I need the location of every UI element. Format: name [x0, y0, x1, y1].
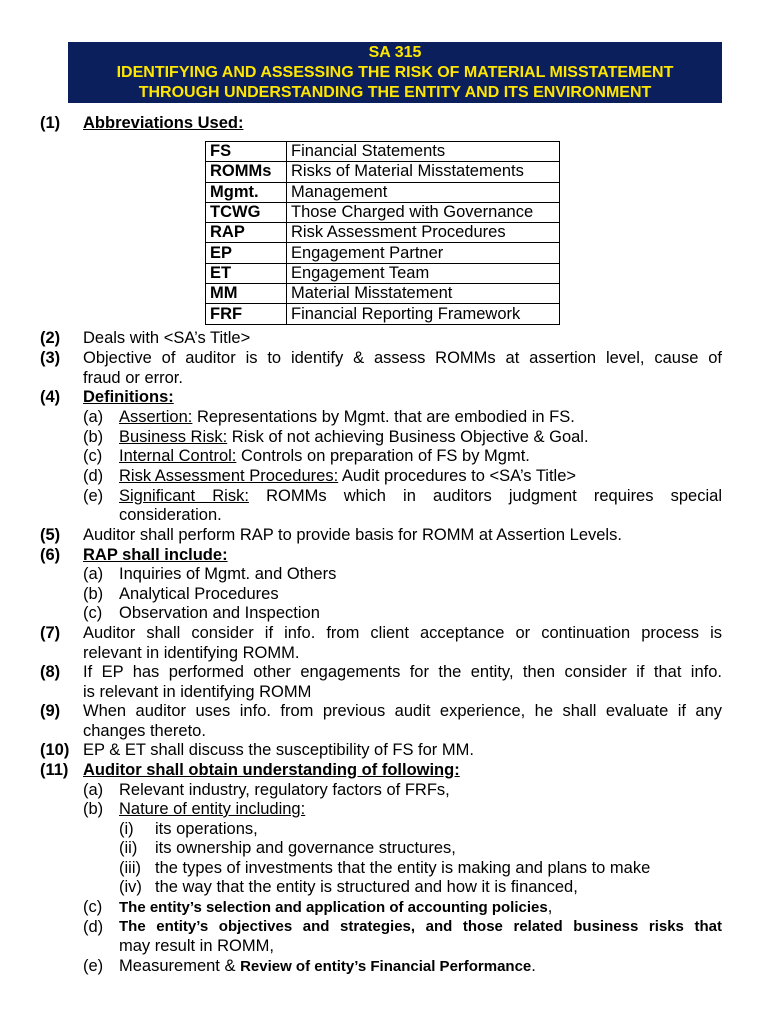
table-row: FS Financial Statements — [206, 142, 560, 162]
table-row: FRF Financial Reporting Framework — [206, 304, 560, 324]
list-item: (b) Nature of entity including: — [83, 800, 306, 818]
section-1-heading: (1) Abbreviations Used: — [40, 114, 244, 132]
list-item: (a) Inquiries of Mgmt. and Others — [83, 565, 337, 583]
definition-item-cont: consideration. — [119, 506, 222, 524]
sub-list-item: (iv) the way that the entity is structured and how it is financed, — [119, 878, 578, 896]
section-7-cont: relevant in identifying ROMM. — [83, 644, 300, 662]
title-line-2: THROUGH UNDERSTANDING THE ENTITY AND ITS ENVIRONMENT — [138, 84, 652, 101]
section-7: (7) Auditor shall consider if info. from client acceptance or continuation process is — [40, 624, 722, 642]
definition-item: (a) Assertion: Representations by Mgmt. that are embodied in FS. — [83, 408, 575, 426]
section-8-cont: is relevant in identifying ROMM — [83, 683, 312, 701]
list-item: (c) The entity’s selection and application of accounting policies, — [83, 898, 553, 916]
section-8: (8) If EP has performed other engagements for the entity, then consider if that info. — [40, 663, 722, 681]
section-3: (3) Objective of auditor is to identify & assess ROMMs at assertion level, cause of — [40, 349, 722, 367]
sub-list-item: (ii) its ownership and governance structures, — [119, 839, 456, 857]
definition-item: (b) Business Risk: Risk of not achieving Business Objective & Goal. — [83, 428, 589, 446]
section-10: (10) EP & ET shall discuss the susceptibility of FS for MM. — [40, 741, 474, 759]
abbreviations-table — [205, 141, 560, 325]
table-row: MM Material Misstatement — [206, 284, 560, 304]
list-item: (a) Relevant industry, regulatory factors of FRFs, — [83, 781, 450, 799]
section-5: (5) Auditor shall perform RAP to provide basis for ROMM at Assertion Levels. — [40, 526, 622, 544]
section-2: (2) Deals with <SA’s Title> — [40, 329, 251, 347]
sub-list-item: (i) its operations, — [119, 820, 258, 838]
table-row: RAP Risk Assessment Procedures — [206, 223, 560, 243]
section-11-heading: (11) Auditor shall obtain understanding of following: — [40, 761, 460, 779]
list-item: (e) Measurement & Review of entity’s Financial Performance. — [83, 957, 536, 975]
definition-item: (e) Significant Risk: ROMMs which in auditors judgment requires special — [83, 487, 722, 505]
table-row: TCWG Those Charged with Governance — [206, 202, 560, 222]
list-item: (c) Observation and Inspection — [83, 604, 320, 622]
standard-number: SA 315 — [368, 44, 422, 61]
title-line-1: IDENTIFYING AND ASSESSING THE RISK OF MATERIAL MISSTATEMENT — [116, 64, 674, 81]
sub-list-item: (iii) the types of investments that the entity is making and plans to make — [119, 859, 651, 877]
section-4-heading: (4) Definitions: — [40, 388, 174, 406]
list-item: (d) The entity’s objectives and strategies, and those related business risks that — [83, 918, 722, 936]
section-3-cont: fraud or error. — [83, 369, 183, 387]
title-banner — [68, 42, 722, 103]
section-9: (9) When auditor uses info. from previous audit experience, he shall evaluate if any — [40, 702, 722, 720]
list-item-cont: may result in ROMM, — [119, 937, 274, 955]
section-6-heading: (6) RAP shall include: — [40, 546, 228, 564]
definition-item: (c) Internal Control: Controls on preparation of FS by Mgmt. — [83, 447, 530, 465]
definition-item: (d) Risk Assessment Procedures: Audit procedures to <SA’s Title> — [83, 467, 577, 485]
table-row: ROMMs Risks of Material Misstatements — [206, 162, 560, 182]
section-9-cont: changes thereto. — [83, 722, 206, 740]
table-row: ET Engagement Team — [206, 263, 560, 283]
table-row: Mgmt. Management — [206, 182, 560, 202]
list-item: (b) Analytical Procedures — [83, 585, 279, 603]
table-row: EP Engagement Partner — [206, 243, 560, 263]
